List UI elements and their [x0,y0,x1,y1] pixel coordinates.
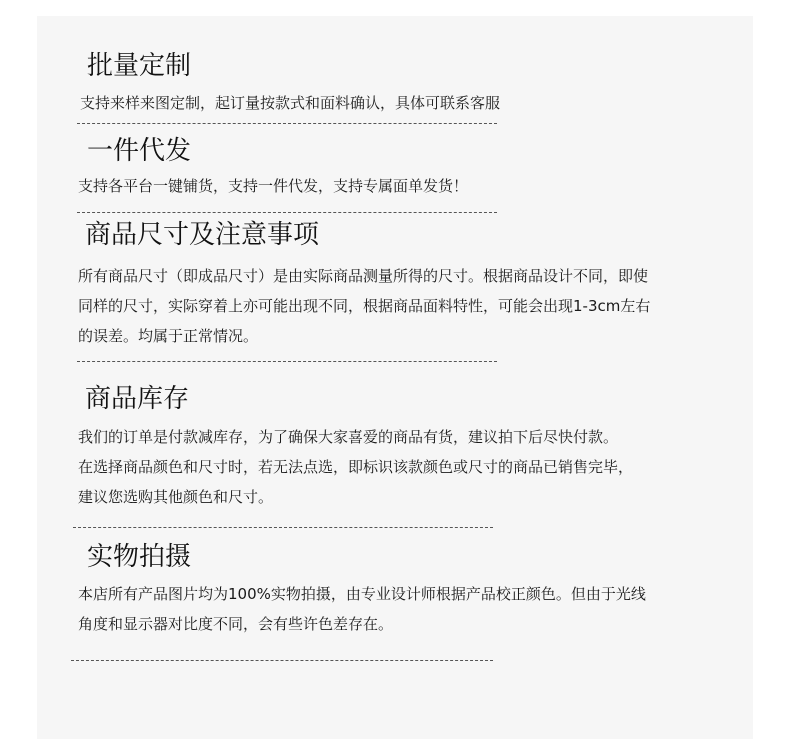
section-title: 批量定制 [87,51,192,81]
dashed-divider [71,660,493,661]
section-text-line: 本店所有产品图片均为100%实物拍摄，由专业设计师根据产品校正颜色。但由于光线 [78,585,646,603]
dashed-divider [73,527,493,528]
section-title: 商品尺寸及注意事项 [85,220,320,250]
section-text-line: 角度和显示器对比度不同，会有些许色差存在。 [78,615,394,633]
dashed-divider [77,212,497,213]
section-title: 实物拍摄 [87,542,192,572]
section-text-line: 在选择商品颜色和尺寸时，若无法点选，即标识该款颜色或尺寸的商品已销售完毕， [78,458,634,476]
section-text-line: 支持来样来图定制，起订量按款式和面料确认，具体可联系客服 [80,94,501,112]
dashed-divider [77,361,497,362]
section-text-line: 建议您选购其他颜色和尺寸。 [78,488,274,506]
section-text-line: 所有商品尺寸（即成品尺寸）是由实际商品测量所得的尺寸。根据商品设计不同，即使 [78,267,649,285]
section-title: 商品库存 [85,384,190,414]
dashed-divider [77,123,497,124]
section-text-line: 的误差。均属于正常情况。 [78,327,259,345]
section-title: 一件代发 [87,136,192,166]
info-panel [37,16,753,739]
section-text-line: 我们的订单是付款减库存，为了确保大家喜爱的商品有货，建议拍下后尽快付款。 [78,428,619,446]
section-text-line: 支持各平台一键铺货，支持一件代发，支持专属面单发货！ [78,177,469,195]
section-text-line: 同样的尺寸，实际穿着上亦可能出现不同，根据商品面料特性，可能会出现1-3cm左右 [78,297,651,315]
